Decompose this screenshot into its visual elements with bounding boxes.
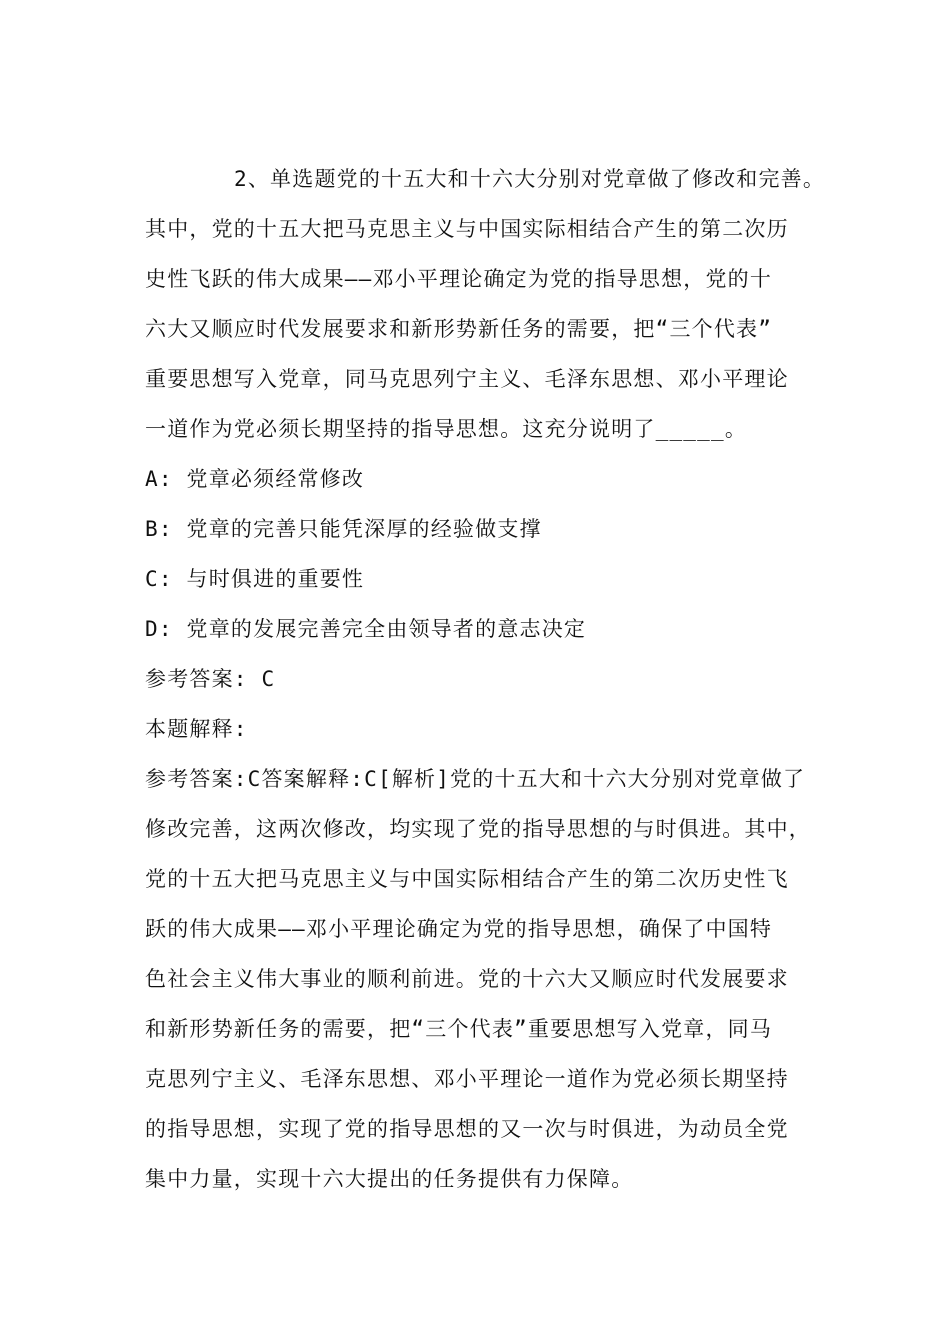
question-line: 六大又顺应时代发展要求和新形势新任务的需要，把“三个代表” bbox=[145, 317, 773, 341]
options-list bbox=[145, 454, 835, 654]
explanation-line: 克思列宁主义、毛泽东思想、邓小平理论一道作为党必须长期坚持 bbox=[145, 1067, 789, 1091]
explanation-line: 跃的伟大成果——邓小平理论确定为党的指导思想，确保了中国特 bbox=[145, 917, 773, 941]
explanation-line: 党的十五大把马克思主义与中国实际相结合产生的第二次历史性飞 bbox=[145, 867, 789, 891]
question-line: 一道作为党必须长期坚持的指导思想。这充分说明了_____。 bbox=[145, 417, 748, 441]
question-block bbox=[145, 154, 835, 454]
document-page bbox=[145, 154, 835, 1204]
question-line: 史性飞跃的伟大成果——邓小平理论确定为党的指导思想，党的十 bbox=[145, 267, 773, 291]
question-line: 其中，党的十五大把马克思主义与中国实际相结合产生的第二次历 bbox=[145, 217, 789, 241]
explanation-line: 和新形势新任务的需要，把“三个代表”重要思想写入党章，同马 bbox=[145, 1017, 773, 1041]
explanation-line: 修改完善，这两次修改，均实现了党的指导思想的与时俱进。其中， bbox=[145, 817, 811, 841]
question-line: 2、单选题党的十五大和十六大分别对党章做了修改和完善。 bbox=[234, 167, 826, 191]
option-b: B: 党章的完善只能凭深厚的经验做支撑 bbox=[145, 517, 542, 541]
option-d: D: 党章的发展完善完全由领导者的意志决定 bbox=[145, 617, 587, 641]
explanation-heading: 本题解释: bbox=[145, 717, 248, 741]
question-line: 重要思想写入党章，同马克思列宁主义、毛泽东思想、邓小平理论 bbox=[145, 367, 789, 391]
explanation-line: 参考答案:C答案解释:C[解析]党的十五大和十六大分别对党章做了 bbox=[145, 767, 806, 791]
option-a: A: 党章必须经常修改 bbox=[145, 467, 365, 491]
explanation-line: 的指导思想，实现了党的指导思想的又一次与时俱进，为动员全党 bbox=[145, 1117, 789, 1141]
explanation-line: 集中力量，实现十六大提出的任务提供有力保障。 bbox=[145, 1167, 634, 1191]
reference-answer: 参考答案: C bbox=[145, 667, 276, 691]
explanation-block bbox=[145, 754, 835, 1204]
option-c: C: 与时俱进的重要性 bbox=[145, 567, 365, 591]
explanation-line: 色社会主义伟大事业的顺利前进。党的十六大又顺应时代发展要求 bbox=[145, 967, 789, 991]
